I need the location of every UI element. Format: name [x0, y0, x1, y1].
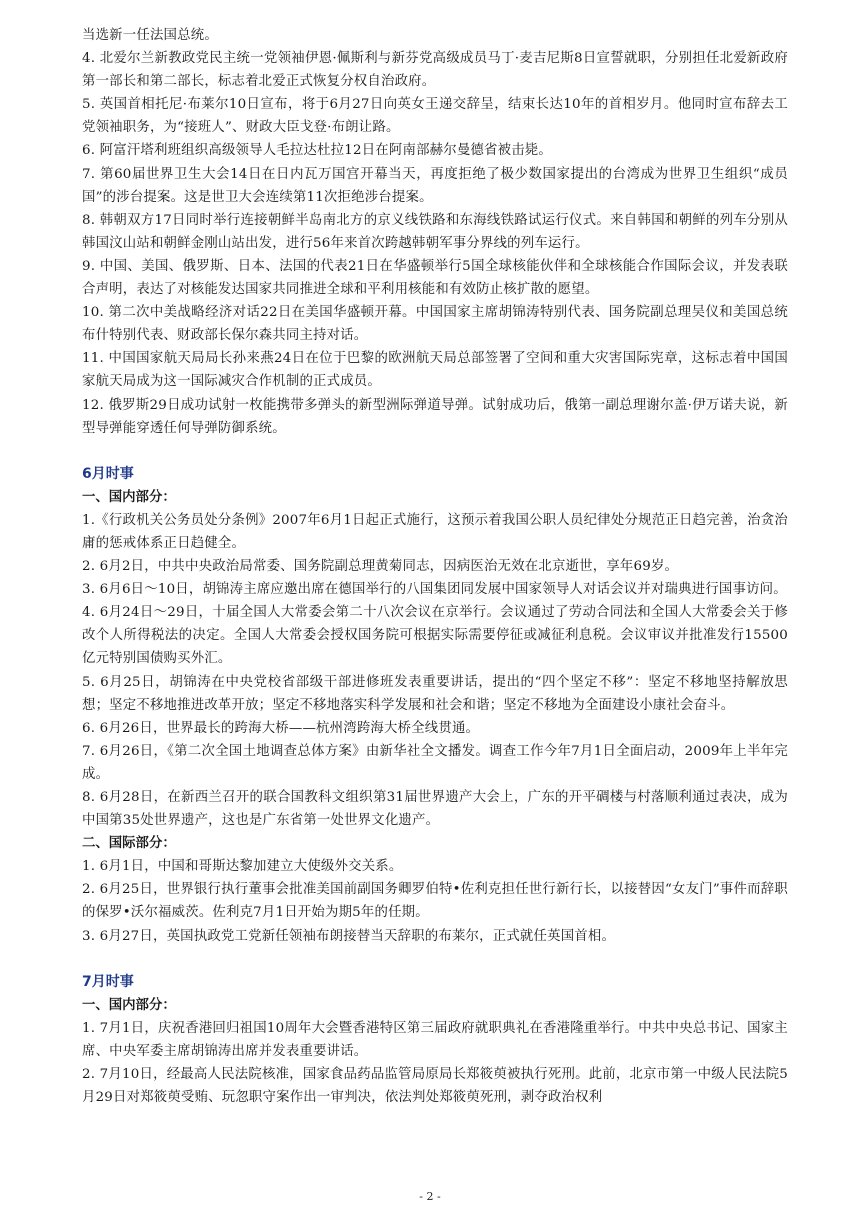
list-item: 2. 7月10日，经最高人民法院核准，国家食品药品监管局原局长郑筱萸被执行死刑。此前，北京市第一中级人民法院5月29日对郑筱萸受贿、玩忽职守案作出一审判决，依法判处郑筱萸死刑，剥夺政治权利 — [82, 1067, 788, 1106]
list-item: 6. 阿富汗塔利班组织高级领导人毛拉达杜拉12日在阿南部赫尔曼德省被击毙。 — [82, 143, 552, 159]
section-title-july: 7月时事 — [82, 973, 134, 990]
list-item: 5. 6月25日，胡锦涛在中央党校省部级干部进修班发表重要讲话，提出的“四个坚定不移”：坚定不移地坚持解放思想；坚定不移地推进改革开放；坚定不移地落实科学发展和社会和谐；坚定不移地为全面建设小康社会奋斗。 — [82, 674, 788, 713]
list-item: 7. 第60届世界卫生大会14日在日内瓦万国宫开幕当天，再度拒绝了极少数国家提出的台湾成为世界卫生组织“成员国”的涉台提案。这是世卫大会连续第11次拒绝涉台提案。 — [82, 166, 788, 205]
list-item: 2. 6月2日，中共中央政治局常委、国务院副总理黄菊同志，因病医治无效在北京逝世，享年69岁。 — [82, 559, 679, 575]
subheading-international: 二、国际部分： — [82, 836, 176, 852]
list-item: 7. 6月26日，《第二次全国土地调查总体方案》由新华社全文播发。调查工作今年7月1日全面启动，2009年上半年完成。 — [82, 743, 788, 782]
list-item: 6. 6月26日，世界最长的跨海大桥——杭州湾跨海大桥全线贯通。 — [82, 720, 480, 736]
subheading-domestic: 一、国内部分： — [82, 997, 176, 1013]
list-item: 4. 6月24日～29日，十届全国人大常委会第二十八次会议在京举行。会议通过了劳动合同法和全国人大常委会关于修改个人所得税法的决定。全国人大常委会授权国务院可根据实际需要停征或减征利息税。会议审议并批准发行15500亿元特别国债购买外汇。 — [82, 605, 788, 667]
list-item: 8. 6月28日，在新西兰召开的联合国教科文组织第31届世界遗产大会上，广东的开平碉楼与村落顺利通过表决，成为中国第35处世界遗产，这也是广东省第一处世界文化遗产。 — [82, 790, 788, 829]
list-item: 3. 6月27日，英国执政党工党新任领袖布朗接替当天辞职的布莱尔，正式就任英国首相。 — [82, 928, 616, 944]
list-item: 2. 6月25日，世界银行执行董事会批准美国前副国务卿罗伯特•佐利克担任世行新行长，以接替因“女友门”事件而辞职的保罗•沃尔福威茨。佐利克7月1日开始为期5年的任期。 — [82, 882, 788, 921]
paragraph-intro: 当选新一任法国总统。 — [82, 28, 218, 43]
list-item: 8. 韩朝双方17日同时举行连接朝鲜半岛南北方的京义线铁路和东海线铁路试运行仪式。来自韩国和朝鲜的列车分别从韩国汶山站和朝鲜金刚山站出发，进行56年来首次跨越韩朝军事分界线的列车运行。 — [82, 212, 788, 251]
subheading-domestic: 一、国内部分： — [82, 489, 176, 505]
list-item: 12. 俄罗斯29日成功试射一枚能携带多弹头的新型洲际弹道导弹。试射成功后，俄第一副总理谢尔盖·伊万诺夫说，新型导弹能穿透任何导弹防御系统。 — [82, 397, 789, 436]
section-gap — [82, 440, 788, 463]
list-item: 5. 英国首相托尼·布莱尔10日宣布，将于6月27日向英女王递交辞呈，结束长达10年的首相岁月。他同时宣布辞去工党领袖职务，为“接班人”、财政大臣戈登·布朗让路。 — [82, 97, 788, 136]
list-item: 9. 中国、美国、俄罗斯、日本、法国的代表21日在华盛顿举行5国全球核能伙伴和全球核能合作国际会议，并发表联合声明，表达了对核能发达国家共同推进全球和平利用核能和有效防止核扩散的愿望。 — [82, 258, 788, 298]
list-item: 11. 中国国家航天局局长孙来燕24日在位于巴黎的欧洲航天局总部签署了空间和重大灾害国际宪章，这标志着中国国家航天局成为这一国际减灾合作机制的正式成员。 — [82, 351, 788, 390]
list-item: 10. 第二次中美战略经济对话22日在美国华盛顿开幕。中国国家主席胡锦涛特别代表、国务院副总理吴仪和美国总统布什特别代表、财政部长保尔森共同主持对话。 — [82, 305, 788, 344]
list-item: 3. 6月6日～10日，胡锦涛主席应邀出席在德国举行的八国集团同发展中国家领导人对话会议并对瑞典进行国事访问。 — [82, 582, 787, 598]
list-item: 1. 6月1日，中国和哥斯达黎加建立大使级外交关系。 — [82, 859, 403, 875]
list-item: 1.《行政机关公务员处分条例》2007年6月1日起正式施行，这预示着我国公职人员纪律处分规范正日趋完善，治贪治庸的惩戒体系正日趋健全。 — [82, 512, 788, 551]
section-title-june: 6月时事 — [82, 465, 134, 482]
list-item: 4. 北爱尔兰新教政党民主统一党领袖伊恩·佩斯利与新芬党高级成员马丁·麦吉尼斯8日宣誓就职，分别担任北爱新政府第一部长和第二部长，标志着北爱正式恢复分权自治政府。 — [82, 51, 788, 90]
section-gap — [82, 948, 788, 971]
list-item: 1. 7月1日，庆祝香港回归祖国10周年大会暨香港特区第三届政府就职典礼在香港隆重举行。中共中央总书记、国家主席、中央军委主席胡锦涛出席并发表重要讲话。 — [82, 1020, 788, 1059]
page-number: - 2 - — [419, 1190, 441, 1203]
